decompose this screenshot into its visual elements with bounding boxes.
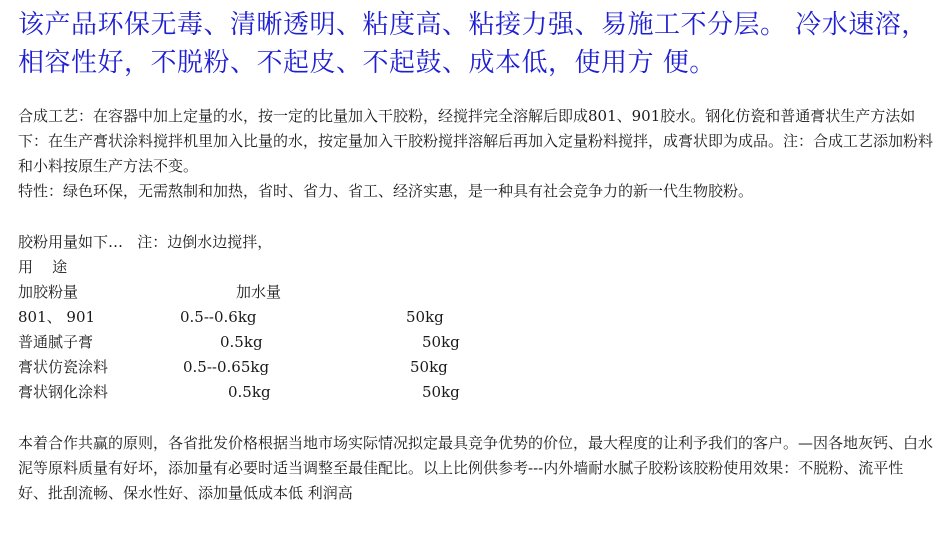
row-powder: 0.5--0.6kg: [180, 308, 257, 326]
headline: 该产品环保无毒、清晰透明、粘度高、粘接力强、易施工不分层。 冷水速溶，相容性好，不脱粉、不起皮、不起鼓、成本低，使用方 便。: [18, 10, 928, 78]
row-water: 50kg: [410, 358, 448, 376]
row-use: 膏状仿瓷涂料: [18, 358, 109, 376]
features-paragraph: 特性：绿色环保，无需熬制和加热，省时、省力、省工、经济实惠，是一种具有社会竞争力的新一代生物胶粉。: [18, 182, 754, 200]
row-water: 50kg: [406, 308, 444, 326]
col-water-header: 加水量: [236, 283, 282, 301]
process-paragraph: 合成工艺：在容器中加上定量的水，按一定的比量加入干胶粉，经搅拌完全溶解后即成801、901胶水。钢化仿瓷和普通膏状生产方法如下：在生产膏状涂料搅拌机里加入比量的水，按定量加入干胶粉搅拌溶解后再加入定量粉料搅拌，成膏状即为成品。注：合成工艺添加粉料和小料按原生产方法不变。: [18, 107, 934, 175]
row-water: 50kg: [422, 333, 460, 351]
closing-paragraph: 本着合作共赢的原则，各省批发价格根据当地市场实际情况拟定最具竞争优势的价位，最大程度的让利予我们的客户。—因各地灰钙、白水泥等原料质量有好坏，添加量有必要时适当调整至最佳配比。以上比例供参考---内外墙耐水腻子胶粉该胶粉使用效果：不脱粉、流平性好、批刮流畅、保水性好、添加量低成本低 利润高: [18, 434, 934, 502]
row-powder: 0.5kg: [228, 383, 271, 401]
row-use: 801、 901: [18, 308, 96, 326]
purpose-label: 用 途: [18, 258, 68, 276]
col-powder-header: 加胶粉量: [18, 283, 79, 301]
row-use: 普通腻子膏: [18, 333, 94, 351]
row-water: 50kg: [422, 383, 460, 401]
row-powder: 0.5kg: [220, 333, 263, 351]
row-use: 膏状钢化涂料: [18, 383, 109, 401]
usage-intro: 胶粉用量如下… 注：边倒水边搅拌，: [18, 233, 273, 251]
row-powder: 0.5--0.65kg: [183, 358, 270, 376]
